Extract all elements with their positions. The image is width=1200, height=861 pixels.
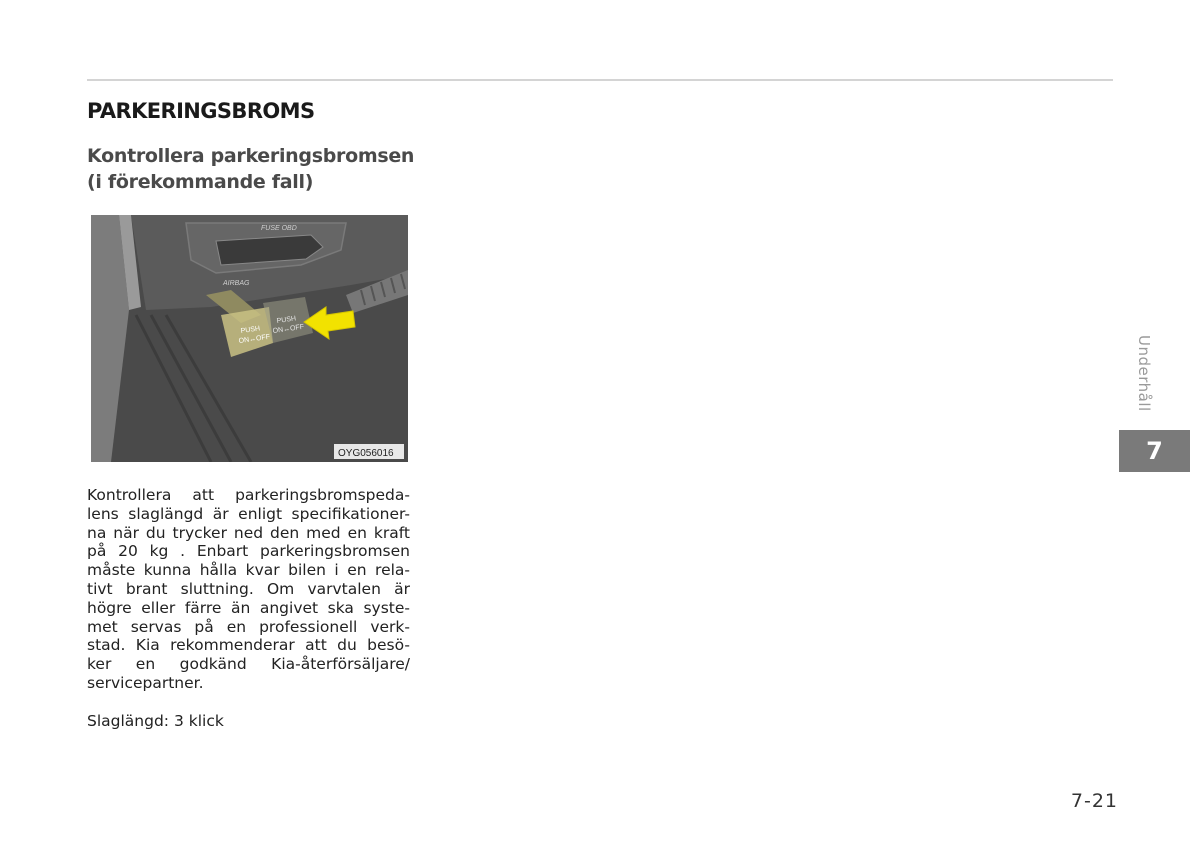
body-line: högre eller färre än angivet ska syste- xyxy=(87,598,410,617)
parking-brake-pedal-illustration xyxy=(91,215,408,462)
body-line: måste kunna hålla kvar bilen i en rela- xyxy=(87,561,410,580)
fuse-obd-label: FUSE OBD xyxy=(261,225,297,232)
on-off-label-right: ON↔OFF xyxy=(272,323,305,335)
body-line: på 20 kg . Enbart parkeringsbromsen xyxy=(87,542,410,561)
push-label-right: PUSH xyxy=(276,315,297,325)
body-line: tivt brant sluttning. Om varvtalen är xyxy=(87,579,410,598)
body-line: stad. Kia rekommenderar att du besö- xyxy=(87,636,410,655)
airbag-label: AIRBAG xyxy=(223,280,250,287)
section-title: PARKERINGSBROMS xyxy=(87,99,315,123)
chapter-name: Underhåll xyxy=(1135,335,1153,412)
chapter-number-tab: 7 xyxy=(1119,430,1190,472)
body-line: lens slaglängd är enligt specifikationer- xyxy=(87,504,410,523)
stroke-spec: Slaglängd: 3 klick xyxy=(87,712,224,730)
top-divider xyxy=(87,79,1113,81)
pedal-illustration-svg xyxy=(91,215,408,462)
body-line: na när du trycker ned den med en kraft xyxy=(87,523,410,542)
page-number: 7-21 xyxy=(1070,790,1118,812)
subsection-title-line-1: Kontrollera parkeringsbromsen xyxy=(87,145,415,167)
body-line: servicepartner. xyxy=(87,673,204,692)
subsection-title xyxy=(87,143,417,195)
body-line: ker en godkänd Kia-återförsäljare/ xyxy=(87,655,410,674)
subsection-title-line-2: (i förekommande fall) xyxy=(87,171,314,193)
body-line: Kontrollera att parkeringsbromspeda- xyxy=(87,486,410,504)
push-label-left: PUSH xyxy=(240,325,261,335)
body-line: met servas på en professionell verk- xyxy=(87,617,410,636)
body-paragraph xyxy=(87,486,410,693)
on-off-label-left: ON↔OFF xyxy=(238,333,271,345)
figure-code: OYG056016 xyxy=(338,448,394,459)
